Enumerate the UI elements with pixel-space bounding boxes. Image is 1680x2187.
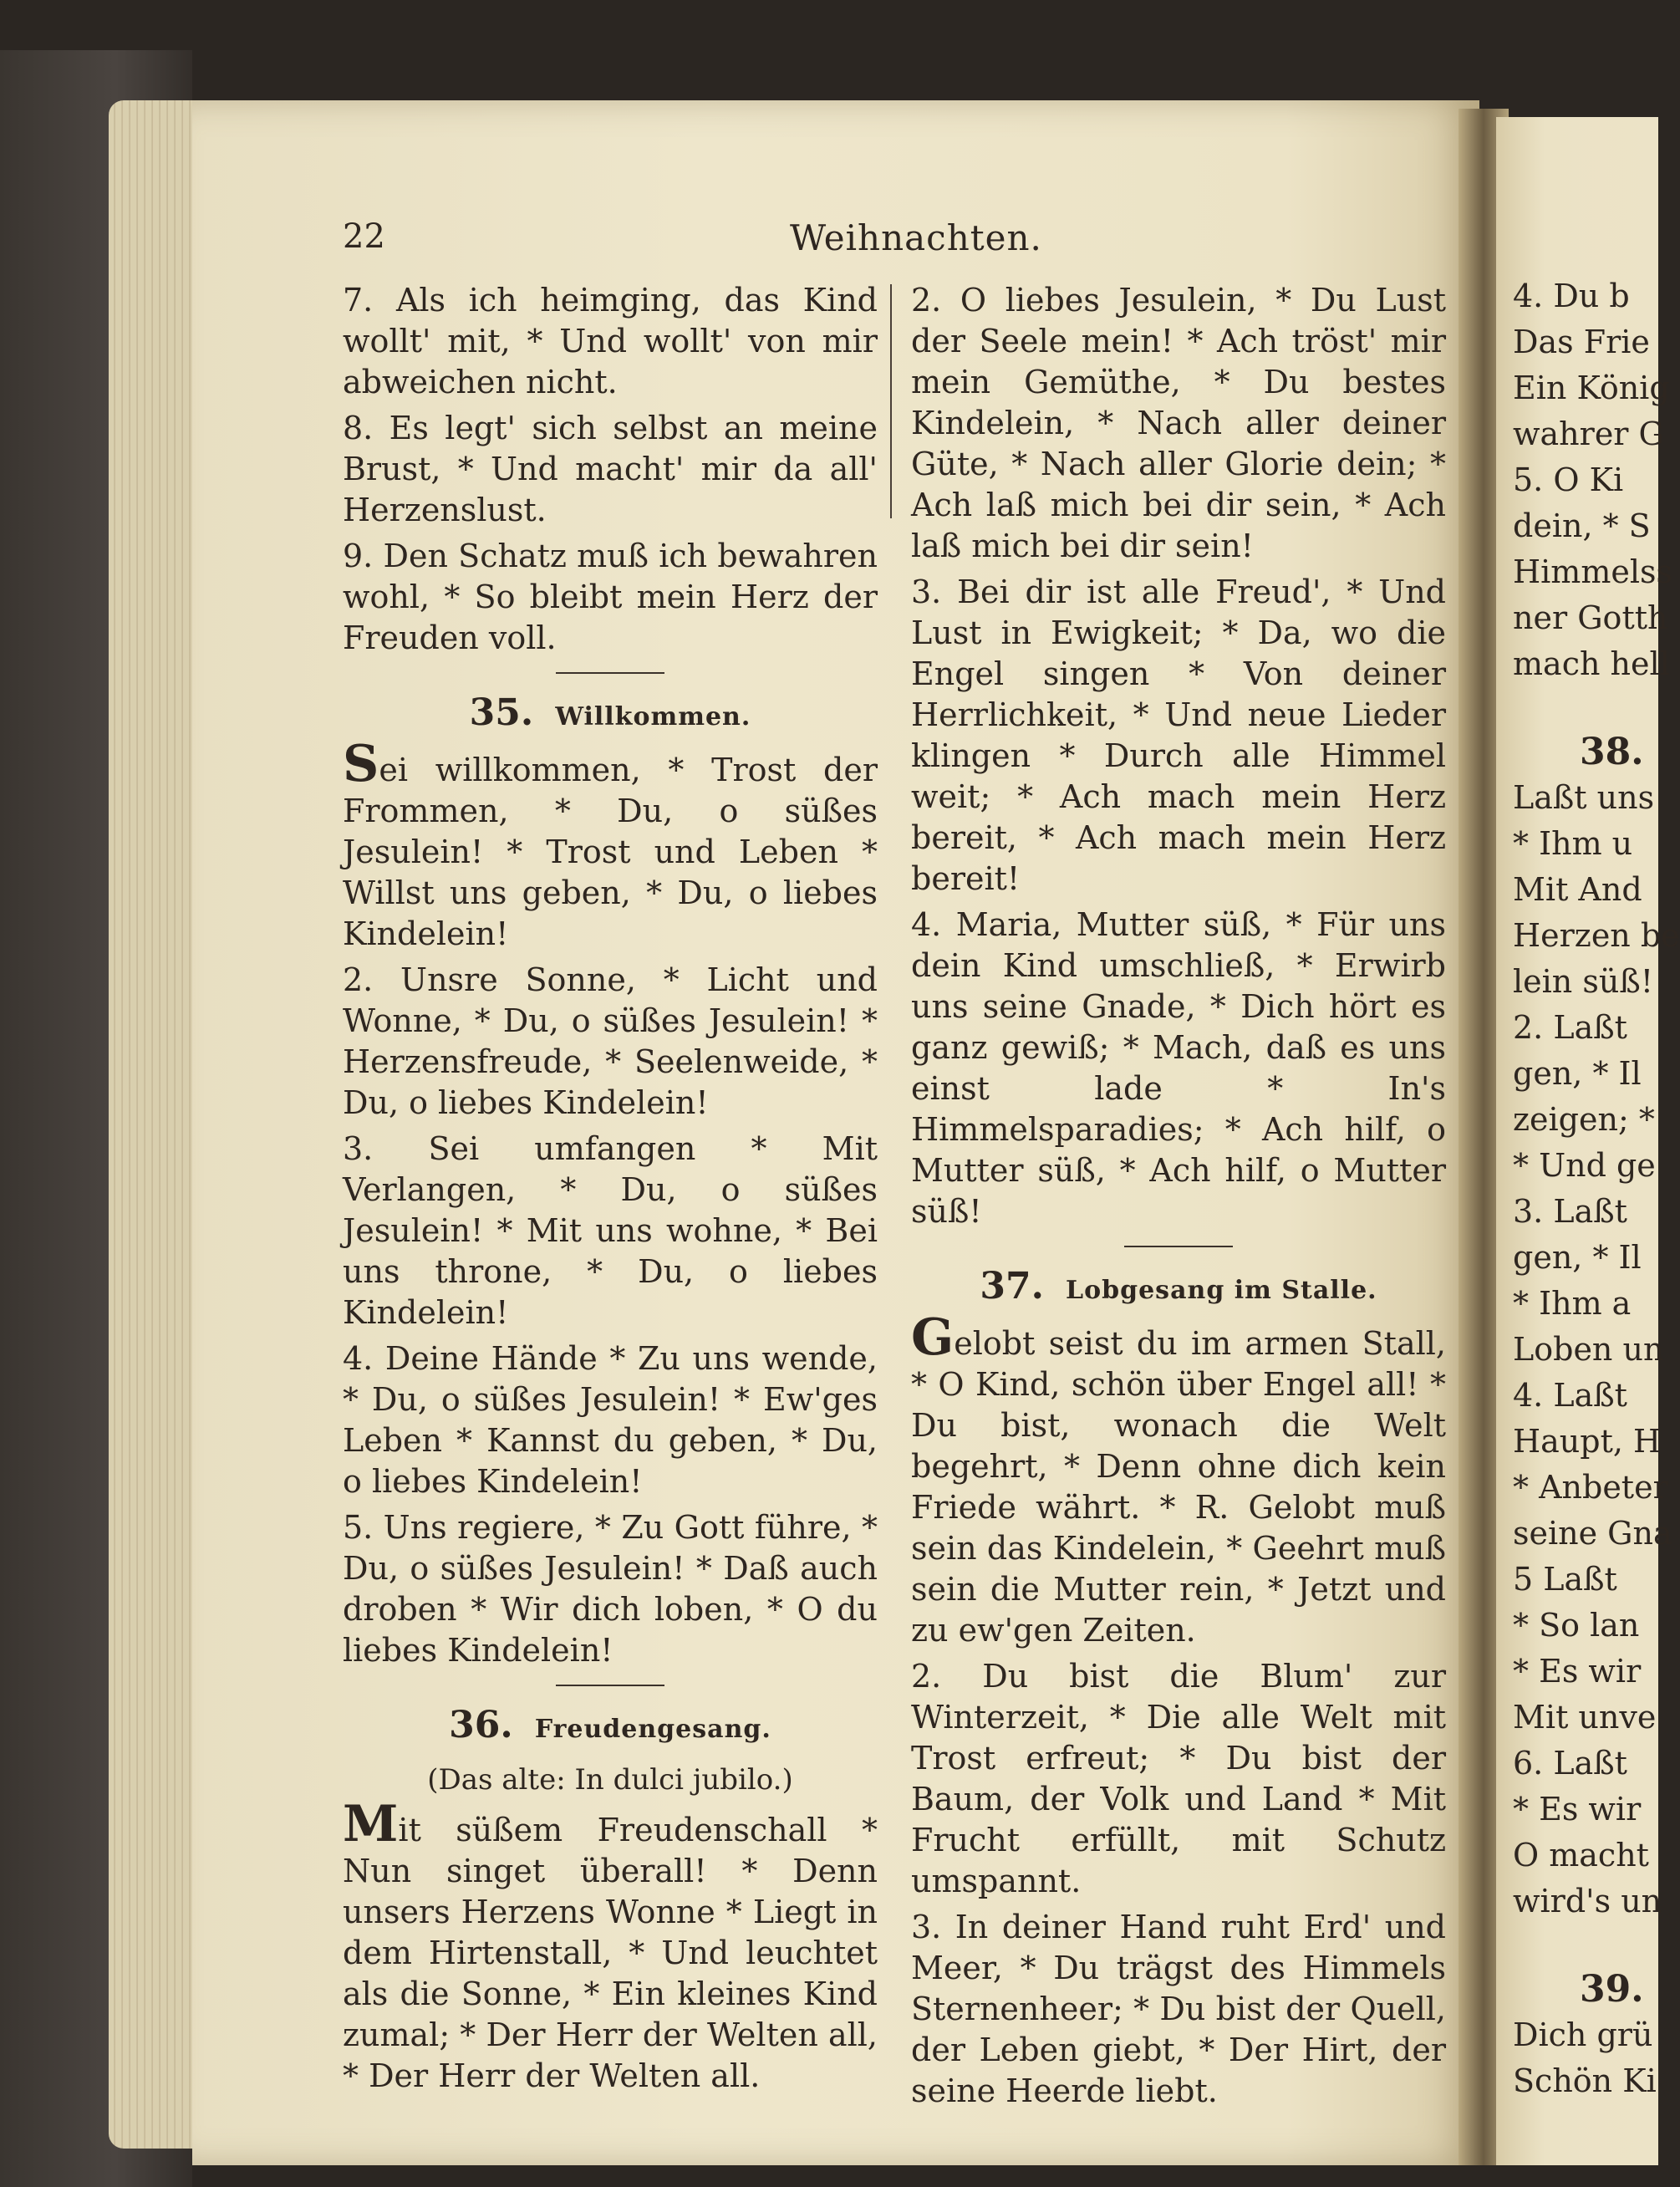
fragment-line: zeigen; * bbox=[1513, 1101, 1655, 1138]
fragment-line: Das Frie bbox=[1513, 324, 1650, 360]
fragment-line: 3. Laßt bbox=[1513, 1193, 1627, 1230]
hymn-number: 35. bbox=[469, 691, 534, 734]
hymn-37-verse-3: 3. In deiner Hand ruht Erd' und Meer, * Du trägst des Himmels Sternenheer; * Du bist der Quell, der Leben giebt, * Der Hirt, der seine Heerde liebt. bbox=[911, 1909, 1446, 2109]
page-number: 22 bbox=[343, 217, 385, 256]
spacer bbox=[1513, 1927, 1680, 1969]
fragment-line: dein, * S bbox=[1513, 507, 1651, 544]
fragment-line: ner Gotth bbox=[1513, 599, 1668, 636]
page-header bbox=[343, 217, 1446, 276]
right-page-text bbox=[1513, 276, 1680, 2107]
fragment-line: * Es wir bbox=[1513, 1653, 1642, 1690]
fragment-line: 6. Laßt bbox=[1513, 1745, 1627, 1782]
hymn-title: Freudengesang. bbox=[534, 1715, 771, 1744]
drop-initial: G bbox=[911, 1308, 955, 1367]
hymn-35-verse-2: 2. Unsre Sonne, * Licht und Wonne, * Du, o süßes Jesulein! * Herzensfreude, * Seelenweide, * Du, o liebes Kindelein! bbox=[343, 961, 878, 1121]
fragment-line: gen, * Il bbox=[1513, 1239, 1642, 1276]
fragment-line: 5 Laßt bbox=[1513, 1561, 1617, 1598]
fragment-line: 4. Laßt bbox=[1513, 1377, 1627, 1414]
verse-text: elobt seist du im armen Stall, * O Kind, schön über Engel all! * Du bist, wonach die Welt begehrt, * Denn ohne dich kein Friede währt. * R. Gelobt muß sein das Kindelein, * Geehrt muß sein die Mutter rein, * Jetzt und zu ew'gen Zeiten. bbox=[911, 1325, 1446, 1649]
spacer bbox=[1513, 690, 1680, 732]
hymn-37-verse-1 bbox=[911, 1308, 1446, 1651]
fragment-line: lein süß! bbox=[1513, 963, 1653, 1000]
section-rule bbox=[556, 672, 664, 674]
fragment-line: Ein König bbox=[1513, 370, 1670, 406]
fragment-line: 5. O Ki bbox=[1513, 461, 1624, 498]
fragment-line: Herzen be bbox=[1513, 917, 1680, 954]
hymn-title: Lobgesang im Stalle. bbox=[1066, 1276, 1377, 1305]
fragment-line: Loben un bbox=[1513, 1331, 1664, 1368]
right-column bbox=[911, 280, 1446, 2117]
verse-text: it süßem Freudenschall * Nun singet überall! * Denn unsers Herzens Wonne * Liegt in dem Hirtenstall, * Und leuchtet als die Sonne, * Ein kleines Kind zumal; * Der Herr der Welten all, * Der Herr der Welten all. bbox=[343, 1812, 878, 2094]
verse-8: 8. Es legt' sich selbst an meine Brust, * Und macht' mir da all' Herzenslust. bbox=[343, 410, 878, 528]
hymn-36-verse-1 bbox=[343, 1795, 878, 2097]
fragment-line: * Anbeter bbox=[1513, 1469, 1668, 1506]
column-divider bbox=[890, 284, 892, 518]
section-rule bbox=[1124, 1246, 1233, 1247]
fragment-line: * So lan bbox=[1513, 1607, 1640, 1644]
hymn-37-verse-2: 2. Du bist die Blum' zur Winterzeit, * Die alle Welt mit Trost erfreut; * Du bist der Baum, der Volk und Land * Mit Frucht erfüllt, mit Schutz umspannt. bbox=[911, 1658, 1446, 1899]
hymn-36-verse-3: 3. Bei dir ist alle Freud', * Und Lust in Ewigkeit; * Da, wo die Engel singen * Von deiner Herrlichkeit, * Und neue Lieder klingen * Durch alle Himmel weit; * Ach mach mein Herz bereit, * Ach mach mein Herz bereit! bbox=[911, 574, 1446, 897]
verse-7: 7. Als ich heimging, das Kind wollt' mit, * Und wollt' von mir abweichen nicht. bbox=[343, 282, 878, 400]
fragment-line: Schön Ki bbox=[1513, 2062, 1657, 2099]
fragment-line: * Es wir bbox=[1513, 1791, 1642, 1828]
hymn-35-verse-5: 5. Uns regiere, * Zu Gott führe, * Du, o süßes Jesulein! * Daß auch droben * Wir dich loben, * O du liebes Kindelein! bbox=[343, 1509, 878, 1669]
hymn-35-verse-4: 4. Deine Hände * Zu uns wende, * Du, o süßes Jesulein! * Ew'ges Leben * Kannst du geben, * Du, o liebes Kindelein! bbox=[343, 1340, 878, 1500]
hymn-35-heading bbox=[343, 692, 878, 737]
drop-initial: M bbox=[343, 1795, 399, 1853]
hymn-36-verse-4: 4. Maria, Mutter süß, * Für uns dein Kind umschließ, * Erwirb uns seine Gnade, * Dich hört es ganz gewiß; * Mach, daß es uns einst lade * In's Himmelsparadies; * Ach hilf, o Mutter süß, * Ach hilf, o Mutter süß! bbox=[911, 906, 1446, 1230]
fragment-line: 4. Du b bbox=[1513, 278, 1630, 314]
hymn-title: Willkommen. bbox=[555, 702, 751, 732]
fragment-line: Dich grü bbox=[1513, 2016, 1653, 2053]
fragment-line: Mit And bbox=[1513, 871, 1642, 908]
drop-initial: S bbox=[343, 735, 379, 793]
hymn-39-number: 39. bbox=[1580, 1968, 1644, 2011]
hymn-number: 36. bbox=[449, 1704, 513, 1746]
hymn-35-verse-3: 3. Sei umfangen * Mit Verlangen, * Du, o süßes Jesulein! * Mit uns wohne, * Bei uns throne, * Du, o liebes Kindelein! bbox=[343, 1130, 878, 1331]
fragment-line: Himmelss bbox=[1513, 553, 1673, 590]
running-head: Weihnachten. bbox=[790, 217, 1042, 258]
verse-text: ei willkommen, * Trost der Frommen, * Du, o süßes Jesulein! * Trost und Leben * Willst uns geben, * Du, o liebes Kindelein! bbox=[343, 752, 878, 952]
left-column bbox=[343, 280, 878, 2102]
hymn-35-verse-1 bbox=[343, 735, 878, 955]
fragment-line: Mit unve bbox=[1513, 1699, 1657, 1736]
hymn-number: 37. bbox=[980, 1265, 1044, 1308]
fragment-line: seine Gna bbox=[1513, 1515, 1672, 1552]
hymn-37-heading bbox=[911, 1266, 1446, 1311]
fragment-line: 2. Laßt bbox=[1513, 1009, 1627, 1046]
hymn-38-number: 38. bbox=[1580, 731, 1644, 773]
fragment-line: * Ihm u bbox=[1513, 825, 1633, 862]
fragment-line: O macht bbox=[1513, 1837, 1649, 1873]
right-page-fragment bbox=[1496, 117, 1680, 2165]
fragment-line: Haupt, H bbox=[1513, 1423, 1662, 1460]
fragment-line: * Und ge bbox=[1513, 1147, 1656, 1184]
fragment-line: wahrer G bbox=[1513, 415, 1664, 452]
fragment-line: gen, * Il bbox=[1513, 1055, 1642, 1092]
fragment-line: Laßt uns bbox=[1513, 779, 1655, 816]
verse-9: 9. Den Schatz muß ich bewahren wohl, * So bleibt mein Herz der Freuden voll. bbox=[343, 538, 878, 656]
section-rule bbox=[556, 1685, 664, 1686]
hymn-subtitle: (Das alte: In dulci jubilo.) bbox=[427, 1763, 793, 1797]
fragment-line: * Ihm a bbox=[1513, 1285, 1632, 1322]
hymn-36-verse-2: 2. O liebes Jesulein, * Du Lust der Seele mein! * Ach tröst' mir mein Gemüthe, * Du bestes Kindelein, * Nach aller deiner Güte, * Nach aller Glorie dein; * Ach laß mich bei dir sein, * Ach laß mich bei dir sein! bbox=[911, 282, 1446, 564]
hymn-36-heading bbox=[343, 1705, 878, 1750]
fragment-line: mach hell bbox=[1513, 645, 1670, 682]
fragment-line: wird's un bbox=[1513, 1883, 1662, 1919]
